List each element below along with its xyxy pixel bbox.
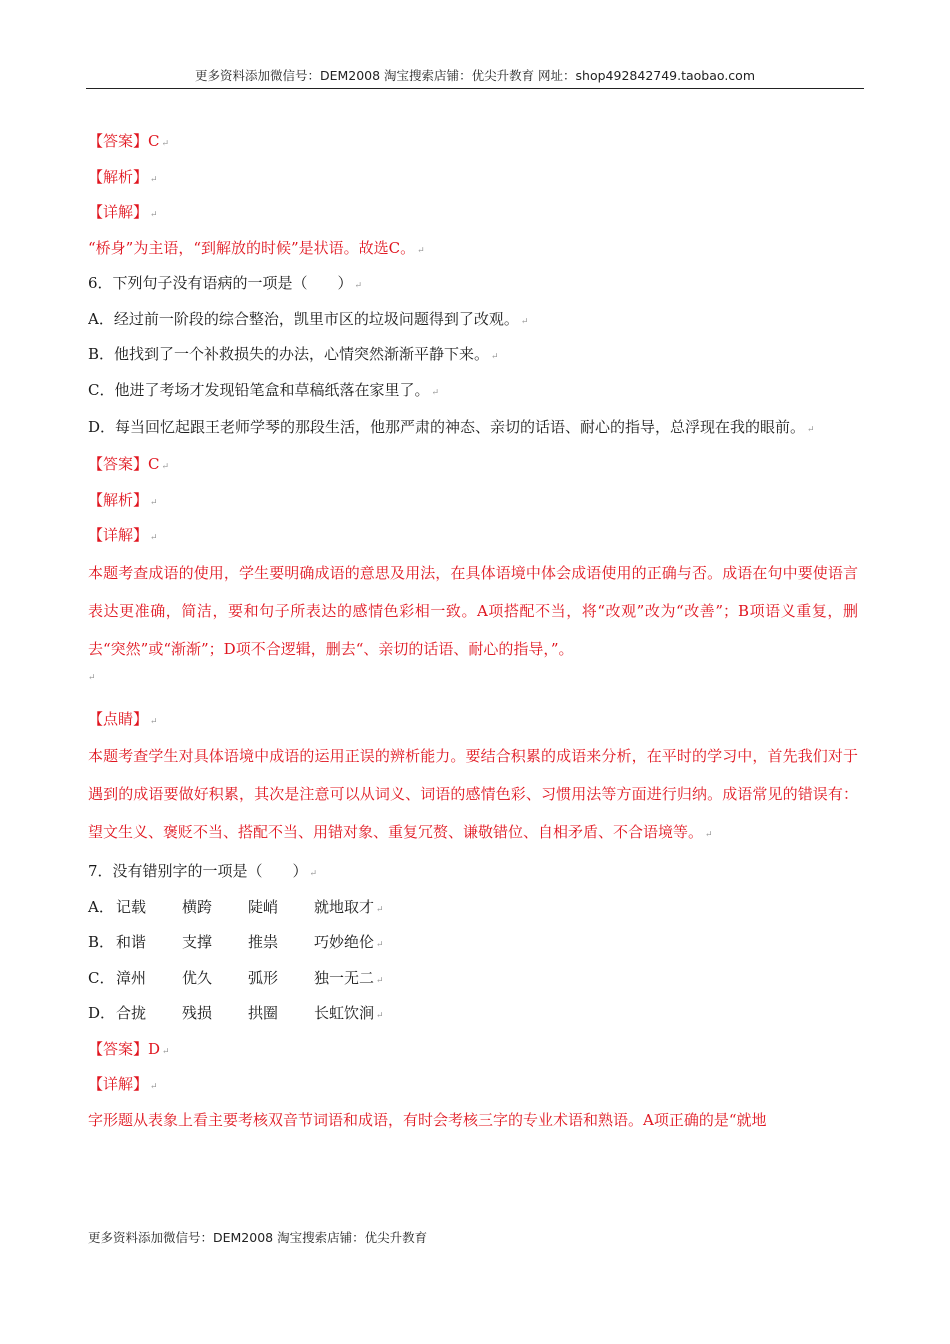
q7-option-d: D． 合拢 残损 拱圈 长虹饮涧 ↵ [88,1004,384,1022]
page-footer [88,1228,427,1246]
q6-option-a: A．经过前一阶段的综合整治，凯里市区的垃圾问题得到了改观。 ↵ [88,309,529,328]
q6-option-c: C．他进了考场才发现铅笔盒和草稿纸落在家里了。 ↵ [88,380,440,399]
page-header [86,64,864,89]
q6-question: 6．下列句子没有语病的一项是（ ） ↵ [88,274,363,292]
q7-option-b: B． 和谐 支撑 推祟 巧妙绝伦 ↵ [88,933,384,951]
header-text: 更多资料添加微信号：DEM2008 淘宝搜索店铺：优尖升教育 网址：shop492842749.taobao.com [194,68,756,83]
q5-explanation: “桥身”为主语，“到解放的时候”是状语。故选C。 ↵ [88,238,425,257]
q7-question: 7．没有错别字的一项是（ ） ↵ [88,862,318,880]
q6-option-d: D．每当回忆起跟王老师学琴的那段生活，他那严肃的神态、亲切的话语、耐心的指导，总浮现在我的眼前。 ↵ [88,418,815,436]
q6-analysis-label: 【解析】 ↵ [88,490,158,509]
q6-tip: 本题考查学生对具体语境中成语的运用正误的辨析能力。要结合积累的成语来分析，在平时的学习中，首先我们对于遇到的成语要做好积累，其次是注意可以从词义、词语的感情色彩、习惯用法等方面进行归纳。成语常见的错误有：望文生义、褒贬不当、搭配不当、用错对象、重复冗赘、谦敬错位、自相矛盾、不合语境等。 ↵ [88,747,858,841]
q5-analysis-label: 【解析】 ↵ [88,167,158,186]
q5-answer: 【答案】C ↵ [88,132,170,150]
paragraph-mark: ↵ [88,672,96,683]
q7-option-a: A． 记载 横跨 陡峭 就地取才 ↵ [88,897,384,916]
q7-detail-label: 【详解】 ↵ [88,1075,158,1093]
document-body [88,124,858,1138]
q6-detail-label: 【详解】 ↵ [88,526,158,544]
q6-option-b: B．他找到了一个补救损失的办法，心情突然渐渐平静下来。 ↵ [88,345,499,363]
q6-answer: 【答案】C ↵ [88,455,170,473]
q7-explanation: 字形题从表象上看主要考核双音节词语和成语，有时会考核三字的专业术语和熟语。A项正确的是“就地 [88,1110,767,1129]
footer-text: 更多资料添加微信号：DEM2008 淘宝搜索店铺：优尖升教育 [88,1230,428,1245]
q5-detail-label: 【详解】 ↵ [88,203,158,221]
q7-option-c: C． 漳州 优久 弧形 独一无二 ↵ [88,968,384,987]
q6-explanation: 本题考查成语的使用，学生要明确成语的意思及用法，在具体语境中体会成语使用的正确与否。成语在句中要使语言表达更准确，简洁，要和句子所表达的感情色彩相一致。A项搭配不当，将“改观”改为“改善”；B项语义重复，删去“突然”或“渐渐”；D项不合逻辑，删去“、亲切的话语、耐心的指导，”。 [88,563,858,658]
q6-tip-label: 【点睛】 ↵ [88,709,158,728]
q7-answer: 【答案】D ↵ [88,1039,170,1058]
